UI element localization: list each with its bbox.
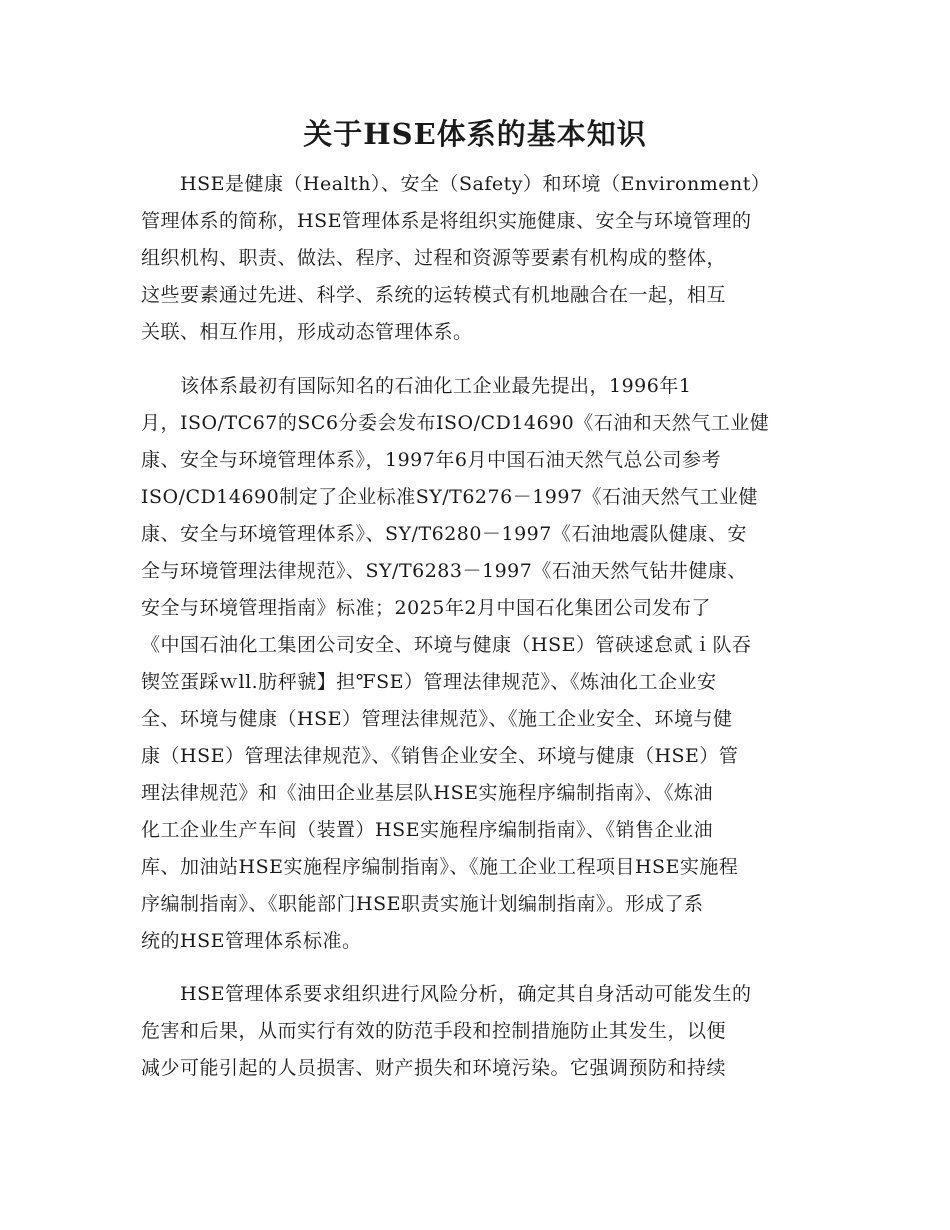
text-line: ISO/CD14690制定了企业标准SY/T6276－1997《石油天然气工业健 <box>141 486 759 508</box>
document-title: 关于HSE体系的基本知识 <box>303 117 647 151</box>
text-line: 锲笠蛋踩ｗll.肪秤虢】担℉SE）管理法律规范》、《炼油化工企业安 <box>141 671 717 693</box>
text-line: 康（HSE）管理法律规范》、《销售企业安全、环境与健康（HSE）管 <box>141 745 739 767</box>
text-line: 管理体系的简称，HSE管理体系是将组织实施健康、安全与环境管理的 <box>141 210 752 232</box>
text-line: 化工企业生产车间（装置）HSE实施程序编制指南》、《销售企业油 <box>141 819 713 841</box>
text-line: 库、加油站HSE实施程序编制指南》、《施工企业工程项目HSE实施程 <box>141 856 739 878</box>
text-line: 组织机构、职责、做法、程序、过程和资源等要素有机构成的整体， <box>141 247 727 269</box>
text-line: 这些要素通过先进、科学、系统的运转模式有机地融合在一起，相互 <box>141 284 727 306</box>
text-line: 康、安全与环境管理体系》，1997年6月中国石油天然气总公司参考 <box>141 449 721 471</box>
text-line: 关联、相互作用，形成动态管理体系。 <box>141 321 473 343</box>
text-line: HSE是健康（Health）、安全（Safety）和环境（Environment） <box>141 173 771 195</box>
text-line: 月，ISO/TC67的SC6分委会发布ISO/CD14690《石油和天然气工业健 <box>141 412 770 434</box>
text-line: 《中国石油化工集团公司安全、环境与健康（HSE）管硖逑怠贰ｉ队吞 <box>141 634 752 656</box>
text-line: 减少可能引起的人员损害、财产损失和环境污染。它强调预防和持续 <box>141 1057 727 1079</box>
paragraph-history <box>141 368 821 960</box>
paragraph-requirements <box>141 976 821 1087</box>
text-line: 康、安全与环境管理体系》、SY/T6280－1997《石油地震队健康、安 <box>141 523 747 545</box>
text-line: 全、环境与健康（HSE）管理法律规范》、《施工企业安全、环境与健 <box>141 708 733 730</box>
text-line: HSE管理体系要求组织进行风险分析，确定其自身活动可能发生的 <box>141 983 752 1005</box>
text-line: 该体系最初有国际知名的石油化工企业最先提出，1996年1 <box>141 375 692 397</box>
text-line: 全与环境管理法律规范》、SY/T6283－1997《石油天然气钻井健康、 <box>141 560 747 582</box>
text-line: 序编制指南》、《职能部门HSE职责实施计划编制指南》。形成了系 <box>141 893 704 915</box>
paragraph-intro <box>141 166 821 351</box>
text-line: 理法律规范》和《油田企业基层队HSE实施程序编制指南》、《炼油 <box>141 782 713 804</box>
text-line: 安全与环境管理指南》标准；2025年2月中国石化集团公司发布了 <box>141 597 711 619</box>
text-line: 危害和后果，从而实行有效的防范手段和控制措施防止其发生，以便 <box>141 1020 727 1042</box>
text-line: 统的HSE管理体系标准。 <box>141 930 362 952</box>
